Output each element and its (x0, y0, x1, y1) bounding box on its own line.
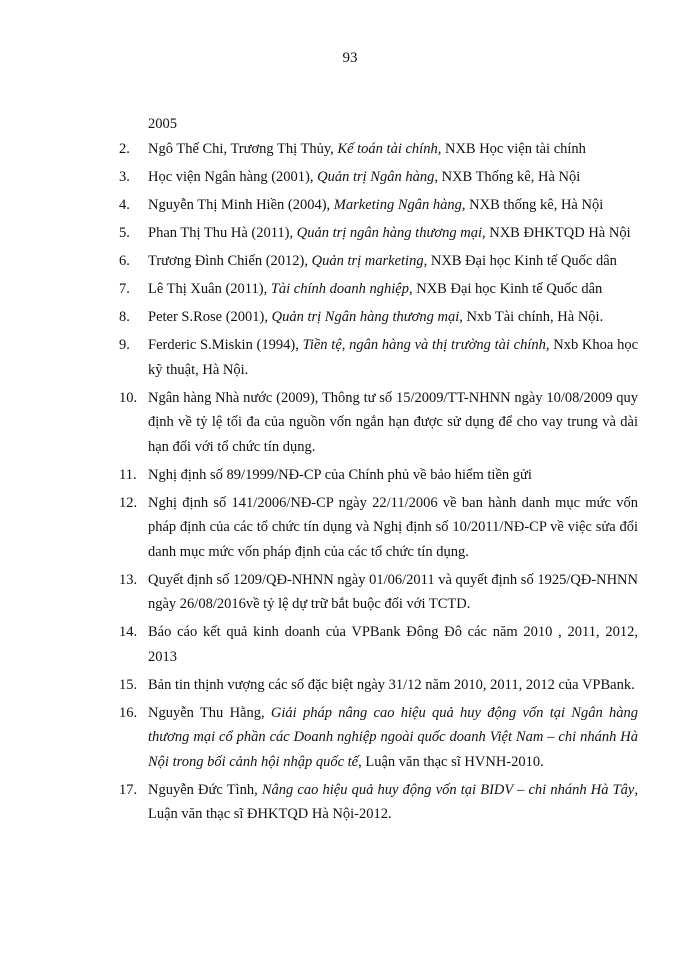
reference-text (148, 624, 638, 665)
reference-title: Quản trị Ngân hàng (317, 169, 435, 185)
reference-number: 3. (119, 169, 130, 185)
reference-segment: Nghị định số 141/2006/NĐ-CP ngày 22/11/2006 về ban hành danh mục mức vốn pháp định của các tổ chức tín dụng và Nghị định số 10/2011/NĐ-CP về việc sửa đổi danh mục mức vốn pháp định của các tổ chức tín dụng. (148, 494, 638, 560)
reference-segment: Ngân hàng Nhà nước (2009), Thông tư số 15/2009/TT-NHNN ngày 10/08/2009 quy định về tỷ lệ tối đa của nguồn vốn ngắn hạn được sử dụng để cho vay trung và dài hạn đối với tổ chức tín dụng. (148, 389, 638, 455)
reference-segment: , NXB thống kê, Hà Nội (461, 197, 604, 213)
reference-text (148, 197, 603, 213)
reference-item (0, 701, 638, 775)
reference-item (0, 333, 638, 382)
reference-text (148, 677, 635, 693)
reference-text (148, 705, 638, 770)
reference-title: Quản trị Ngân hàng thương mại (271, 309, 460, 325)
reference-number: 9. (119, 337, 130, 353)
reference-title: Marketing Ngân hàng (333, 197, 462, 213)
reference-segment: Bản tin thịnh vượng các số đặc biệt ngày 31/12 năm 2010, 2011, 2012 của VPBank. (148, 676, 635, 693)
reference-text (148, 225, 631, 241)
reference-item (0, 673, 638, 698)
reference-segment: Ngô Thế Chi, Trương Thị Thủy, (148, 141, 338, 157)
reference-title: Quản trị ngân hàng thương mại (296, 225, 482, 241)
reference-number: 17. (119, 781, 138, 798)
reference-number: 10. (119, 389, 138, 406)
reference-text (148, 572, 638, 613)
reference-text (148, 337, 638, 378)
reference-segment: Ferderic S.Miskin (1994), (148, 337, 303, 353)
reference-text (148, 390, 638, 455)
reference-text (148, 782, 638, 823)
reference-item (0, 620, 638, 669)
reference-item (0, 165, 638, 190)
reference-number: 12. (119, 494, 138, 511)
reference-title: Tài chính doanh nghiệp, (270, 281, 413, 297)
reference-item (0, 305, 638, 330)
reference-continuation: 2005 (148, 116, 177, 132)
reference-text (148, 281, 602, 297)
reference-segment: Nguyễn Thị Minh Hiền (2004), (148, 197, 334, 213)
reference-segment: Nguyễn Đức Tình, (148, 781, 262, 798)
reference-number: 13. (119, 571, 138, 588)
reference-segment: , NXB Học viện tài chính (437, 141, 586, 157)
reference-segment: Học viện Ngân hàng (2001), (148, 169, 318, 185)
reference-text (148, 141, 586, 157)
reference-item (0, 386, 638, 460)
reference-number: 16. (119, 704, 138, 721)
reference-segment: Báo cáo kết quả kinh doanh của VPBank Đông Đô các năm 2010 , 2011, 2012, 2013 (148, 624, 638, 665)
reference-item (0, 568, 638, 617)
reference-text (148, 169, 580, 185)
reference-text (148, 467, 532, 483)
reference-segment: Peter S.Rose (2001), (148, 309, 272, 325)
reference-item (0, 277, 638, 302)
reference-item (0, 221, 638, 246)
reference-segment: , Luận văn thạc sĩ HVNH-2010. (358, 753, 544, 770)
reference-text (148, 309, 603, 325)
reference-number: 7. (119, 281, 130, 297)
reference-segment: , NXB Đại học Kinh tế Quốc dân (423, 253, 617, 269)
reference-segment: Nguyễn Thu Hằng, (148, 704, 271, 721)
reference-segment: , Nxb Khoa học kỹ thuật, Hà Nội. (148, 337, 638, 378)
reference-title: Giải pháp nâng cao hiệu quả huy động vốn tại Ngân hàng thương mại cổ phần các Doanh nghiệp ngoài quốc doanh Việt Nam – chi nhánh Hà Nội trong bối cảnh hội nhập quốc tế (148, 704, 639, 770)
reference-text (148, 495, 638, 560)
reference-number: 8. (119, 309, 130, 325)
reference-list (0, 137, 700, 830)
reference-number: 11. (119, 466, 137, 483)
reference-item (0, 778, 638, 827)
reference-number: 6. (119, 253, 130, 269)
reference-segment: NXB Đại học Kinh tế Quốc dân (412, 281, 603, 297)
reference-segment: , Nxb Tài chính, Hà Nội. (459, 309, 604, 325)
reference-title: Quản trị marketing (311, 253, 424, 269)
reference-item (0, 463, 638, 488)
reference-segment: Lê Thị Xuân (2011), (148, 281, 271, 297)
reference-segment: Phan Thị Thu Hà (2011), (148, 225, 297, 241)
reference-number: 14. (119, 624, 138, 640)
reference-title: Nâng cao hiệu quả huy động vốn tại BIDV – chi nhánh Hà Tây (261, 781, 635, 798)
page-number: 93 (342, 50, 358, 66)
reference-item (0, 193, 638, 218)
reference-item (0, 249, 638, 274)
reference-segment: , NXB ĐHKTQD Hà Nội (481, 225, 631, 241)
reference-number: 15. (119, 676, 138, 693)
reference-number: 4. (119, 197, 130, 213)
reference-segment: Quyết định số 1209/QĐ-NHNN ngày 01/06/2011 và quyết định số 1925/QĐ-NHNN ngày 26/08/2016về tỷ lệ dự trữ bắt buộc đối với TCTD. (148, 571, 639, 612)
reference-segment: Trương Đình Chiến (2012), (148, 253, 312, 269)
reference-segment: , NXB Thống kê, Hà Nội (434, 169, 581, 185)
reference-number: 5. (119, 225, 130, 241)
reference-item (0, 137, 638, 162)
reference-item (0, 491, 638, 565)
reference-text (148, 253, 617, 269)
reference-number: 2. (119, 141, 130, 157)
reference-segment: , Luận văn thạc sĩ ĐHKTQD Hà Nội-2012. (148, 781, 638, 822)
reference-title: Tiền tệ, ngân hàng và thị trường tài chính (302, 337, 546, 353)
reference-segment: Nghị định số 89/1999/NĐ-CP của Chính phủ về bảo hiểm tiền gửi (148, 466, 532, 483)
reference-title: Kế toán tài chính (337, 141, 438, 157)
